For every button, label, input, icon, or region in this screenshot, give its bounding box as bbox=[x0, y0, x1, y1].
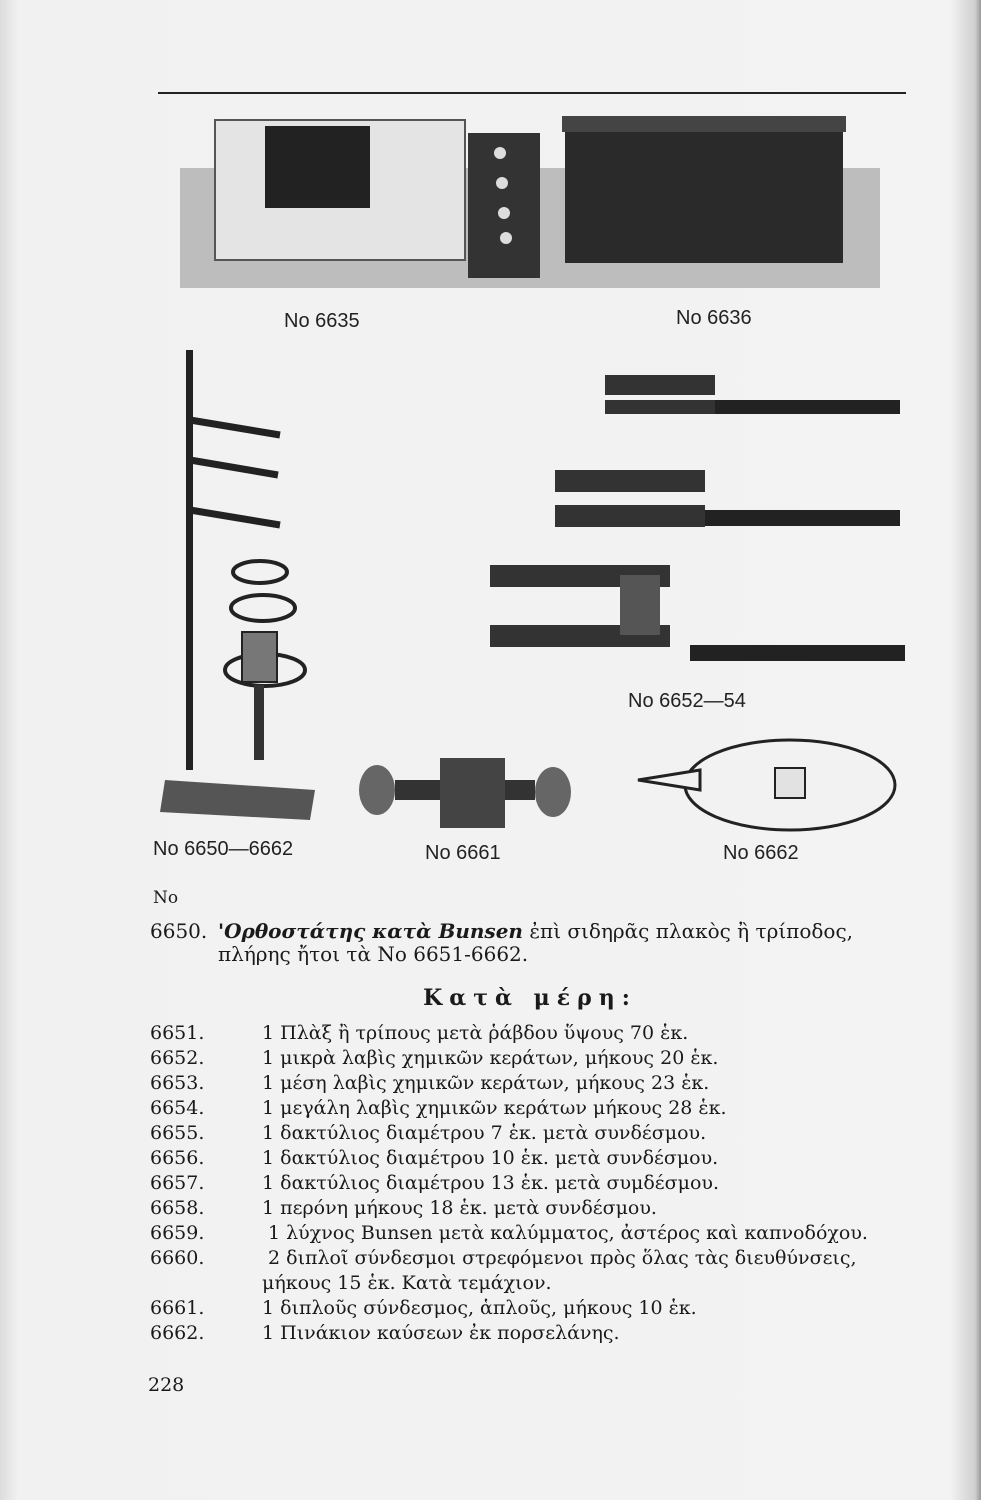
main-entry-body: ἐπὶ σιδηρᾶς πλακὸς ἢ τρίποδος, πλήρης ἤτοι τὰ No 6651-6662. bbox=[218, 919, 853, 966]
item-text: 1 Πλὰξ ἢ τρίπους μετὰ ῥάβδου ὕψους 70 ἑκ. bbox=[262, 1022, 689, 1044]
list-item bbox=[0, 1022, 981, 1046]
item-text: 1 μεγάλη λαβὶς χημικῶν κεράτων μήκους 28 ἑκ. bbox=[262, 1097, 727, 1119]
caption-6662: No 6662 bbox=[723, 842, 799, 864]
item-text: 1 διπλοῦς σύνδεσμος, ἁπλοῦς, μήκους 10 ἑκ. bbox=[262, 1297, 697, 1319]
list-item bbox=[0, 1097, 981, 1121]
item-text: 1 Πινάκιον καύσεων ἐκ πορσελάνης. bbox=[262, 1322, 620, 1344]
main-entry-number: 6650. bbox=[150, 919, 208, 943]
list-item bbox=[0, 1247, 981, 1271]
subheading: Κατὰ μέρη: bbox=[423, 985, 637, 1011]
item-text: 2 διπλοῖ σύνδεσμοι στρεφόμενοι πρὸς ὅλας τὰς διευθύνσεις, bbox=[268, 1247, 857, 1269]
caption-6650-6662: No 6650—6662 bbox=[153, 838, 294, 860]
list-item bbox=[0, 1072, 981, 1096]
list-item bbox=[0, 1122, 981, 1146]
item-text: 1 λύχνος Bunsen μετὰ καλύμματος, ἀστέρος καὶ καπνοδόχου. bbox=[268, 1222, 868, 1244]
illustration-6662-dish bbox=[630, 730, 900, 840]
list-item bbox=[0, 1272, 981, 1296]
top-rule bbox=[158, 92, 906, 94]
list-item bbox=[0, 1222, 981, 1246]
list-item bbox=[0, 1322, 981, 1346]
list-item bbox=[0, 1172, 981, 1196]
list-item bbox=[0, 1197, 981, 1221]
item-number: 6659. bbox=[150, 1222, 205, 1244]
item-text: μήκους 15 ἑκ. Κατὰ τεμάχιον. bbox=[262, 1272, 552, 1294]
caption-6636: No 6636 bbox=[676, 307, 752, 329]
illustration-6635-6636 bbox=[180, 108, 880, 308]
main-entry-title: 'Ορθοστάτης κατὰ Bunsen bbox=[218, 919, 523, 943]
item-number: 6661. bbox=[150, 1297, 205, 1319]
item-number: 6651. bbox=[150, 1022, 205, 1044]
item-text: 1 δακτύλιος διαμέτρου 7 ἑκ. μετὰ συνδέσμου. bbox=[262, 1122, 707, 1144]
number-column-header: No bbox=[153, 888, 179, 908]
item-number: 6654. bbox=[150, 1097, 205, 1119]
caption-6635: No 6635 bbox=[284, 310, 360, 332]
item-number: 6662. bbox=[150, 1322, 205, 1344]
list-item bbox=[0, 1047, 981, 1071]
illustration-6652-54-clamps bbox=[480, 345, 905, 690]
item-number: 6652. bbox=[150, 1047, 205, 1069]
item-number: 6658. bbox=[150, 1197, 205, 1219]
item-text: 1 δακτύλιος διαμέτρου 13 ἑκ. μετὰ συμδέσμου. bbox=[262, 1172, 720, 1194]
item-text: 1 περόνη μήκους 18 ἑκ. μετὰ συνδέσμου. bbox=[262, 1197, 657, 1219]
item-text: 1 μέση λαβὶς χημικῶν κεράτων, μήκους 23 ἑκ. bbox=[262, 1072, 710, 1094]
item-number: 6655. bbox=[150, 1122, 205, 1144]
item-number: 6653. bbox=[150, 1072, 205, 1094]
item-number: 6656. bbox=[150, 1147, 205, 1169]
item-number: 6657. bbox=[150, 1172, 205, 1194]
caption-6661: No 6661 bbox=[425, 842, 501, 864]
list-item bbox=[0, 1147, 981, 1171]
page-number: 228 bbox=[148, 1374, 185, 1396]
illustration-6650-stand bbox=[150, 350, 320, 830]
main-entry-text bbox=[218, 920, 908, 966]
illustration-6661-clamp bbox=[355, 750, 575, 840]
item-text: 1 δακτύλιος διαμέτρου 10 ἑκ. μετὰ συνδέσμου. bbox=[262, 1147, 719, 1169]
item-number: 6660. bbox=[150, 1247, 205, 1269]
item-text: 1 μικρὰ λαβὶς χημικῶν κεράτων, μήκους 20 ἑκ. bbox=[262, 1047, 719, 1069]
caption-6652-54: No 6652—54 bbox=[628, 690, 746, 712]
list-item bbox=[0, 1297, 981, 1321]
